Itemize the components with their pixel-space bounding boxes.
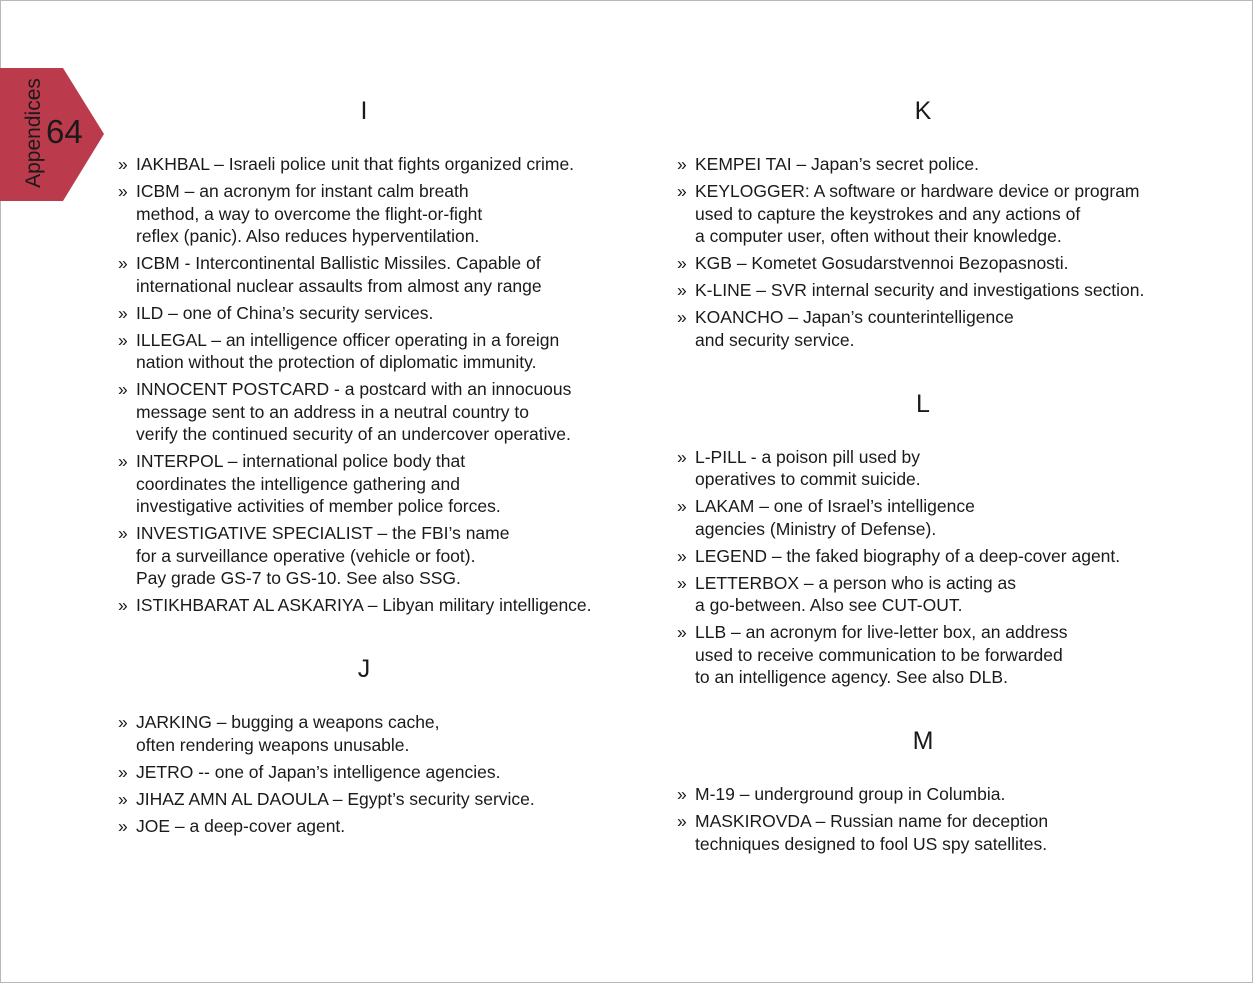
page-number: 64 xyxy=(46,113,83,150)
glossary-entry xyxy=(118,711,638,756)
glossary-entry xyxy=(118,378,638,446)
entry-text: ILD – one of China’s security services. xyxy=(136,302,434,323)
bullet-icon: » xyxy=(677,280,687,300)
glossary-entry xyxy=(118,450,638,518)
bullet-icon: » xyxy=(118,712,128,732)
glossary-entry xyxy=(677,545,1217,568)
entry-list-m xyxy=(677,783,1217,855)
entry-text: JOE – a deep-cover agent. xyxy=(136,815,346,836)
entry-text: JARKING – bugging a weapons cache, often rendering weapons unusable. xyxy=(136,712,440,755)
entry-text: LEGEND – the faked biography of a deep-cover agent. xyxy=(695,545,1121,566)
right-column xyxy=(677,96,1217,860)
bullet-icon: » xyxy=(677,811,687,831)
section-letter-j: J xyxy=(357,655,371,683)
entry-list-k xyxy=(677,153,1217,351)
section-i xyxy=(118,96,638,617)
entry-list-i xyxy=(118,153,638,617)
entry-list-l xyxy=(677,446,1217,689)
glossary-entry xyxy=(118,302,638,325)
entry-text: JETRO -- one of Japan’s intelligence agencies. xyxy=(136,761,501,782)
glossary-entry xyxy=(118,252,638,297)
bullet-icon: » xyxy=(118,329,128,350)
glossary-entry xyxy=(118,180,638,248)
glossary-entry xyxy=(118,153,638,176)
entry-text: KEMPEI TAI – Japan’s secret police. xyxy=(695,154,980,174)
bullet-icon: » xyxy=(118,595,128,615)
bullet-icon: » xyxy=(677,154,687,174)
bullet-icon: » xyxy=(677,545,687,566)
bullet-icon: » xyxy=(677,181,687,201)
section-l xyxy=(677,389,1217,689)
glossary-entry xyxy=(118,594,638,617)
entry-text: JIHAZ AMN AL DAOULA – Egypt’s security service. xyxy=(136,788,535,809)
entry-text: KEYLOGGER: A software or hardware device or program used to capture the keystrokes and any actions of a computer user, often without their knowledge. xyxy=(695,181,1140,246)
entry-text: M-19 – underground group in Columbia. xyxy=(695,784,1006,804)
glossary-entry xyxy=(677,810,1217,855)
entry-text: ICBM – an acronym for instant calm breath method, a way to overcome the flight-or-fight reflex (panic). Also reduces hyperventilation. xyxy=(136,181,483,246)
section-letter-i: I xyxy=(360,97,368,125)
glossary-entry xyxy=(118,761,638,784)
glossary-entry xyxy=(677,446,1217,491)
entry-text: ICBM - Intercontinental Ballistic Missiles. Capable of international nuclear assaults from almost any range xyxy=(136,253,542,296)
bullet-icon: » xyxy=(677,784,687,804)
left-column xyxy=(118,96,638,842)
bullet-icon: » xyxy=(118,815,128,836)
entry-text: ISTIKHBARAT AL ASKARIYA – Libyan military intelligence. xyxy=(136,595,592,615)
entry-text: KGB – Kometet Gosudarstvennoi Bezopasnosti. xyxy=(695,253,1069,273)
glossary-entry xyxy=(118,815,638,838)
entry-list-j xyxy=(118,711,638,837)
entry-text: LLB – an acronym for live-letter box, an address used to receive communication to be forwarded to an intelligence agency. See also DLB. xyxy=(695,622,1068,687)
glossary-entry xyxy=(677,621,1217,689)
glossary-entry xyxy=(118,788,638,811)
bullet-icon: » xyxy=(118,154,128,174)
entry-text: INTERPOL – international police body that coordinates the intelligence gathering and investigative activities of member police forces. xyxy=(136,451,501,516)
glossary-entry xyxy=(118,329,638,374)
entry-text: KOANCHO – Japan’s counterintelligence and security service. xyxy=(695,307,1014,350)
bullet-icon: » xyxy=(677,572,687,593)
bullet-icon: » xyxy=(118,761,128,782)
glossary-entry xyxy=(118,522,638,590)
glossary-entry xyxy=(677,495,1217,540)
section-m xyxy=(677,726,1217,855)
glossary-entry xyxy=(677,572,1217,617)
section-tab-label: Appendices xyxy=(22,78,45,188)
section-j xyxy=(118,654,638,837)
bullet-icon: » xyxy=(677,496,687,516)
glossary-entry xyxy=(677,783,1217,806)
entry-text: MASKIROVDA – Russian name for deception techniques designed to fool US spy satellites. xyxy=(695,811,1049,854)
section-letter-l: L xyxy=(916,389,930,418)
bullet-icon: » xyxy=(118,181,128,201)
entry-text: LAKAM – one of Israel’s intelligence agencies (Ministry of Defense). xyxy=(695,496,975,539)
bullet-icon: » xyxy=(118,451,128,471)
section-k xyxy=(677,96,1217,351)
entry-text: INVESTIGATIVE SPECIALIST – the FBI’s name for a surveillance operative (vehicle or foot). Pay grade GS-7 to GS-10. See also SSG. xyxy=(136,523,510,588)
entry-text: IAKHBAL – Israeli police unit that fights organized crime. xyxy=(136,154,575,174)
glossary-entry xyxy=(677,306,1217,351)
section-letter-m: M xyxy=(912,727,934,755)
bullet-icon: » xyxy=(677,622,687,642)
bullet-icon: » xyxy=(677,446,687,467)
bullet-icon: » xyxy=(118,788,128,809)
section-letter-k: K xyxy=(914,97,932,125)
bullet-icon: » xyxy=(118,253,128,273)
glossary-entry xyxy=(677,252,1217,275)
bullet-icon: » xyxy=(118,302,128,323)
entry-text: ILLEGAL – an intelligence officer operating in a foreign nation without the protection of diplomatic immunity. xyxy=(136,329,560,372)
bullet-icon: » xyxy=(118,379,128,399)
bullet-icon: » xyxy=(677,307,687,327)
bullet-icon: » xyxy=(677,253,687,273)
entry-text: INNOCENT POSTCARD - a postcard with an innocuous message sent to an address in a neutral country to verify the continued security of an undercover operative. xyxy=(136,379,572,444)
entry-text: L-PILL - a poison pill used by operatives to commit suicide. xyxy=(695,446,921,489)
entry-text: K-LINE – SVR internal security and investigations section. xyxy=(695,280,1145,300)
bullet-icon: » xyxy=(118,523,128,543)
glossary-entry xyxy=(677,279,1217,302)
glossary-entry xyxy=(677,180,1217,248)
entry-text: LETTERBOX – a person who is acting as a go-between. Also see CUT-OUT. xyxy=(695,572,1016,615)
glossary-entry xyxy=(677,153,1217,176)
